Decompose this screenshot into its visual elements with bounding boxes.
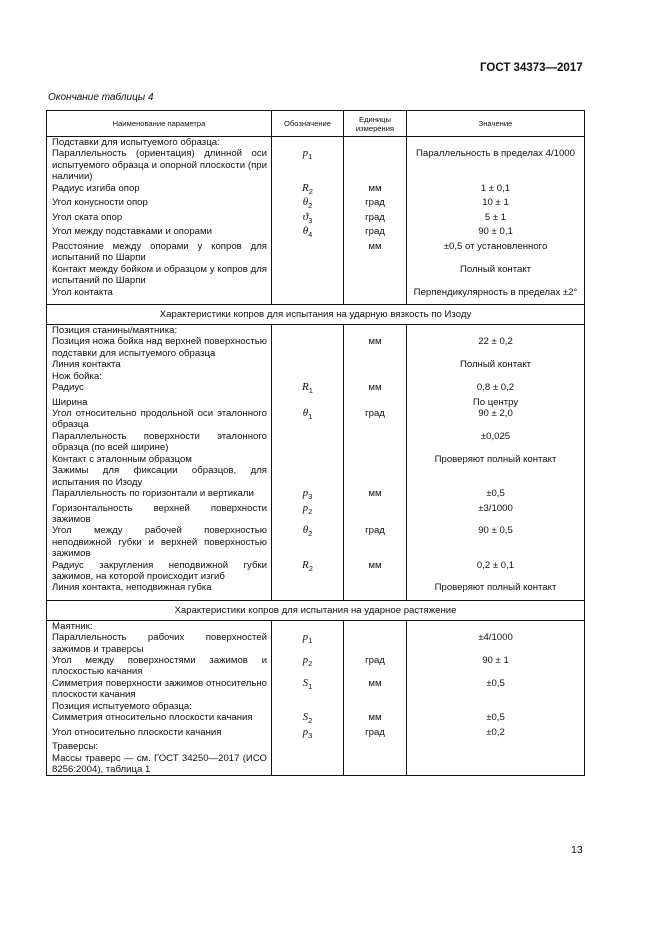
symbol-subscript: 4 xyxy=(308,230,313,240)
parameter-name: Массы траверс — см. ГОСТ 34250—2017 (ИСО 8256:2004), таблица 1 xyxy=(47,753,272,776)
unit-cell: град xyxy=(344,525,407,559)
parameter-name: Параллельность рабочих поверхностей зажимов и траверсы xyxy=(47,632,272,655)
table-row xyxy=(47,465,585,488)
symbol-subscript: 2 xyxy=(308,659,313,669)
symbol-cell xyxy=(272,226,344,241)
unit-cell xyxy=(344,359,407,370)
symbol-letter: p xyxy=(302,631,309,644)
table-row xyxy=(47,632,585,655)
symbol-cell xyxy=(272,148,344,182)
value-cell: 90 ± 1 xyxy=(407,655,585,678)
unit-cell xyxy=(344,741,407,752)
unit-cell: мм xyxy=(344,183,407,198)
symbol-letter: R xyxy=(302,558,309,571)
unit-cell: град xyxy=(344,727,407,742)
value-cell: Параллельность в пределах 4/1000 xyxy=(407,148,585,182)
parameter-name: Позиция ножа бойка над верхней поверхностью подставки для испытуемого образца xyxy=(47,336,272,359)
table-row xyxy=(47,371,585,382)
symbol-cell xyxy=(272,678,344,701)
unit-cell xyxy=(344,454,407,465)
table-row xyxy=(47,741,585,752)
table-row xyxy=(47,560,585,583)
symbol-cell xyxy=(272,197,344,212)
symbol-letter: p xyxy=(302,653,309,666)
parameter-name: Нож бойка: xyxy=(47,371,272,382)
value-cell: 90 ± 0,1 xyxy=(407,226,585,241)
unit-cell: град xyxy=(344,408,407,431)
symbol-cell xyxy=(272,212,344,227)
symbol-letter: p xyxy=(302,501,309,514)
value-cell: ±0,5 xyxy=(407,678,585,701)
unit-cell xyxy=(344,325,407,337)
value-cell: 90 ± 0,5 xyxy=(407,525,585,559)
symbol-letter: p xyxy=(302,147,309,160)
table-row xyxy=(47,397,585,408)
symbol-letter: S xyxy=(302,676,309,689)
parameter-name: Параллельность по горизонтали и вертикали xyxy=(47,488,272,503)
symbol-cell xyxy=(272,183,344,198)
unit-cell: град xyxy=(344,226,407,241)
value-cell: ±0,2 xyxy=(407,727,585,742)
symbol-letter: θ xyxy=(302,407,309,420)
symbol-cell xyxy=(272,712,344,727)
symbol-letter: p xyxy=(302,725,309,738)
parameter-name: Угол конусности опор xyxy=(47,197,272,212)
table-row xyxy=(47,212,585,227)
page-number: 13 xyxy=(571,844,583,856)
table-row xyxy=(47,431,585,454)
parameter-name: Угол относительно плоскости качания xyxy=(47,727,272,742)
value-cell: Проверяют полный контакт xyxy=(407,454,585,465)
symbol-subscript: 2 xyxy=(308,529,313,539)
unit-cell xyxy=(344,465,407,488)
table-row xyxy=(47,712,585,727)
value-cell: ±3/1000 xyxy=(407,503,585,526)
unit-cell xyxy=(344,431,407,454)
symbol-letter: θ xyxy=(302,225,309,238)
parameters-table xyxy=(46,110,585,776)
unit-cell xyxy=(344,137,407,149)
table-header-row xyxy=(47,111,585,137)
parameter-name: Радиус закругления неподвижной губки зажимов, на которой происходит изгиб xyxy=(47,560,272,583)
parameter-name: Подставки для испытуемого образца: xyxy=(47,137,272,149)
table-row xyxy=(47,264,585,287)
symbol-subscript: 1 xyxy=(308,152,313,162)
symbol-subscript: 3 xyxy=(308,216,313,225)
value-cell xyxy=(407,753,585,776)
table-row xyxy=(47,137,585,149)
value-cell: 5 ± 1 xyxy=(407,212,585,227)
parameter-name: Симметрия относительно плоскости качания xyxy=(47,712,272,727)
symbol-cell xyxy=(272,560,344,583)
unit-cell: мм xyxy=(344,382,407,397)
value-cell: ±0,5 xyxy=(407,712,585,727)
value-cell: 22 ± 0,2 xyxy=(407,336,585,359)
symbol-cell xyxy=(272,408,344,431)
table-row xyxy=(47,241,585,264)
symbol-cell xyxy=(272,287,344,298)
parameter-name: Параллельность (ориентация) длинной оси испытуемого образца и опорной плоскости (при наличии) xyxy=(47,148,272,182)
unit-cell xyxy=(344,632,407,655)
value-cell: ±0,5 xyxy=(407,488,585,503)
parameter-name: Угол ската опор xyxy=(47,212,272,227)
parameter-name: Угол контакта xyxy=(47,287,272,298)
value-cell xyxy=(407,371,585,382)
value-cell: 0,2 ± 0,1 xyxy=(407,560,585,583)
table-row xyxy=(47,183,585,198)
col-header-symbol: Обозначение xyxy=(272,111,344,137)
symbol-subscript: 1 xyxy=(308,636,313,646)
unit-cell xyxy=(344,397,407,408)
value-cell xyxy=(407,465,585,488)
unit-cell xyxy=(344,148,407,182)
parameter-name: Линия контакта xyxy=(47,359,272,370)
symbol-subscript: 1 xyxy=(308,681,313,691)
value-cell: По центру xyxy=(407,397,585,408)
symbol-subscript: 3 xyxy=(308,730,313,740)
table-row xyxy=(47,359,585,370)
symbol-subscript: 2 xyxy=(308,716,313,726)
table-row xyxy=(47,148,585,182)
value-cell xyxy=(407,620,585,632)
unit-cell: мм xyxy=(344,678,407,701)
parameter-name: Зажимы для фиксации образцов, для испытания по Изоду xyxy=(47,465,272,488)
table-row xyxy=(47,454,585,465)
col-header-units: Единицы измерения xyxy=(344,111,407,137)
table-body xyxy=(47,137,585,776)
symbol-cell xyxy=(272,264,344,287)
table-row xyxy=(47,226,585,241)
table-row xyxy=(47,727,585,742)
section-header-row xyxy=(47,600,585,620)
unit-cell xyxy=(344,620,407,632)
symbol-cell xyxy=(272,336,344,359)
symbol-letter: R xyxy=(302,181,309,194)
symbol-cell xyxy=(272,431,344,454)
parameter-name: Контакт между бойком и образцом у копров для испытаний по Шарпи xyxy=(47,264,272,287)
table-row xyxy=(47,678,585,701)
symbol-cell xyxy=(272,325,344,337)
parameter-name: Радиус изгиба опор xyxy=(47,183,272,198)
value-cell: ±0,5 от установленного xyxy=(407,241,585,264)
table-row xyxy=(47,503,585,526)
unit-cell: мм xyxy=(344,488,407,503)
symbol-subscript: 2 xyxy=(308,201,313,211)
unit-cell xyxy=(344,287,407,298)
symbol-subscript: 2 xyxy=(308,506,313,516)
col-header-value: Значение xyxy=(407,111,585,137)
symbol-subscript: 1 xyxy=(308,412,313,422)
table-row xyxy=(47,325,585,337)
value-cell xyxy=(407,741,585,752)
symbol-cell xyxy=(272,582,344,593)
parameter-name: Расстояние между опорами у копров для испытаний по Шарпи xyxy=(47,241,272,264)
value-cell: Полный контакт xyxy=(407,359,585,370)
unit-cell xyxy=(344,701,407,712)
unit-cell: мм xyxy=(344,560,407,583)
section-title: Характеристики копров для испытания на ударное растяжение xyxy=(47,600,585,620)
parameter-name: Позиция станины/маятника: xyxy=(47,325,272,337)
table-caption: Окончание таблицы 4 xyxy=(48,92,154,103)
parameter-name: Параллельность поверхности эталонного образца (по всей ширине) xyxy=(47,431,272,454)
table-row xyxy=(47,408,585,431)
table-row xyxy=(47,336,585,359)
symbol-cell xyxy=(272,359,344,370)
unit-cell: мм xyxy=(344,241,407,264)
value-cell: 10 ± 1 xyxy=(407,197,585,212)
parameter-name: Угол относительно продольной оси эталонного образца xyxy=(47,408,272,431)
unit-cell: град xyxy=(344,197,407,212)
value-cell: Перпендикулярность в пределах ±2° xyxy=(407,287,585,298)
parameter-name: Траверсы: xyxy=(47,741,272,752)
value-cell xyxy=(407,137,585,149)
symbol-letter: S xyxy=(302,711,309,723)
table-row xyxy=(47,620,585,632)
table-row xyxy=(47,287,585,298)
symbol-cell xyxy=(272,454,344,465)
symbol-cell xyxy=(272,741,344,752)
table-row xyxy=(47,655,585,678)
value-cell xyxy=(407,325,585,337)
symbol-letter: ϑ xyxy=(302,210,309,223)
parameter-name: Позиция испытуемого образца: xyxy=(47,701,272,712)
symbol-subscript: 1 xyxy=(308,386,313,396)
table-row xyxy=(47,753,585,776)
symbol-letter: R xyxy=(302,381,309,394)
parameter-name: Симметрия поверхности зажимов относительно плоскости качания xyxy=(47,678,272,701)
parameter-name: Линия контакта, неподвижная губка xyxy=(47,582,272,593)
unit-cell: град xyxy=(344,212,407,227)
parameter-name: Угол между рабочей поверхностью неподвижной губки и верхней поверхностью зажимов xyxy=(47,525,272,559)
parameter-name: Радиус xyxy=(47,382,272,397)
parameter-name: Контакт с эталонным образцом xyxy=(47,454,272,465)
symbol-letter: θ xyxy=(302,196,309,209)
symbol-cell xyxy=(272,727,344,742)
symbol-cell xyxy=(272,525,344,559)
value-cell: 0,8 ± 0,2 xyxy=(407,382,585,397)
col-header-name: Наименование параметра xyxy=(47,111,272,137)
symbol-letter: p xyxy=(302,486,309,499)
symbol-subscript: 2 xyxy=(308,563,313,573)
parameter-name: Маятник: xyxy=(47,620,272,632)
symbol-subscript: 3 xyxy=(308,492,313,502)
symbol-cell xyxy=(272,753,344,776)
unit-cell: мм xyxy=(344,336,407,359)
symbol-subscript: 2 xyxy=(308,186,313,196)
symbol-cell xyxy=(272,382,344,397)
symbol-cell xyxy=(272,503,344,526)
unit-cell: град xyxy=(344,655,407,678)
table-row xyxy=(47,382,585,397)
standard-designation: ГОСТ 34373—2017 xyxy=(480,62,583,74)
table-row xyxy=(47,197,585,212)
section-header-row xyxy=(47,305,585,325)
symbol-cell xyxy=(272,655,344,678)
symbol-cell xyxy=(272,241,344,264)
table-row xyxy=(47,582,585,593)
section-title: Характеристики копров для испытания на ударную вязкость по Изоду xyxy=(47,305,585,325)
value-cell: 90 ± 2,0 xyxy=(407,408,585,431)
value-cell: Полный контакт xyxy=(407,264,585,287)
parameter-name: Ширина xyxy=(47,397,272,408)
unit-cell xyxy=(344,582,407,593)
unit-cell xyxy=(344,503,407,526)
parameter-name: Угол между подставками и опорами xyxy=(47,226,272,241)
unit-cell xyxy=(344,371,407,382)
value-cell: ±4/1000 xyxy=(407,632,585,655)
table-row xyxy=(47,488,585,503)
unit-cell: мм xyxy=(344,712,407,727)
symbol-letter: θ xyxy=(302,524,309,537)
symbol-cell xyxy=(272,632,344,655)
table-row xyxy=(47,701,585,712)
value-cell: 1 ± 0,1 xyxy=(407,183,585,198)
parameter-name: Горизонтальность верхней поверхности зажимов xyxy=(47,503,272,526)
value-cell: ±0,025 xyxy=(407,431,585,454)
parameter-name: Угол между поверхностями зажимов и плоскостью качания xyxy=(47,655,272,678)
unit-cell xyxy=(344,753,407,776)
unit-cell xyxy=(344,264,407,287)
table-row xyxy=(47,525,585,559)
symbol-cell xyxy=(272,465,344,488)
value-cell: Проверяют полный контакт xyxy=(407,582,585,593)
value-cell xyxy=(407,701,585,712)
symbol-cell xyxy=(272,488,344,503)
